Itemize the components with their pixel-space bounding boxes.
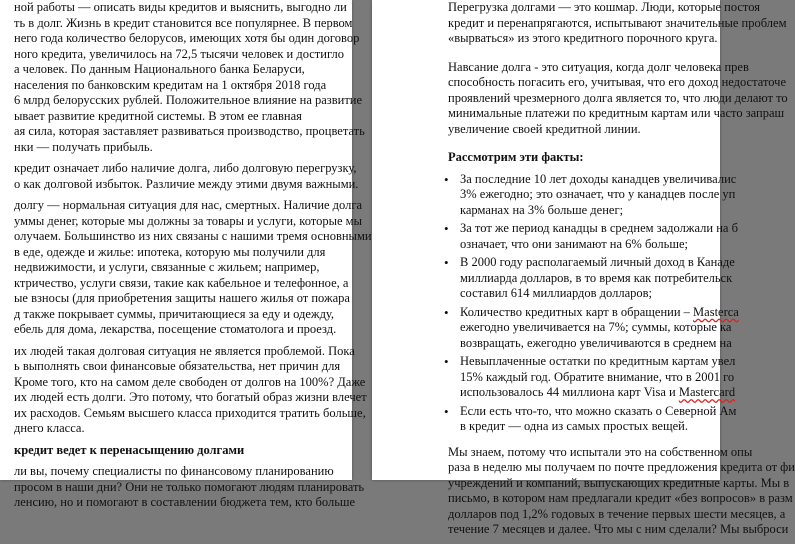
- list-item: [460, 221, 750, 252]
- facts-heading: [420, 150, 750, 166]
- list-item: [460, 404, 750, 435]
- text-line: ного кредита, увеличилось на 72,5 тысячи человек и достигло: [14, 46, 344, 61]
- text-line: увеличение своей кредитной линии.: [448, 121, 641, 136]
- spellcheck-mark: Masterca: [693, 304, 739, 319]
- paragraph-rich-people: [0, 343, 367, 437]
- text-line: их людей есть долги. Это потому, что богатый образ жизни влечет: [14, 390, 367, 404]
- text-line: уммы денег, которые мы должны за товары и услуги, которые мы: [14, 213, 362, 228]
- text-line: в еде, одежде и жилье: ипотека, которую мы получили для: [14, 244, 326, 259]
- right-page-text: [420, 0, 795, 544]
- text-line: в кредит — одна из самых простых вещей.: [460, 419, 688, 433]
- paragraph-intro: [0, 0, 365, 155]
- list-item: [460, 305, 750, 352]
- paragraph-credit-debt: [0, 161, 359, 192]
- text-line: олучаем. Большинство из них связаны с нашими тремя основными: [14, 229, 372, 243]
- left-document-page: [0, 0, 372, 509]
- text-line: «вырваться» из этого кредитного порочного круга.: [448, 31, 718, 45]
- text-line: • Невыплаченные остатки по кредитным картам увел: [460, 354, 736, 368]
- list-item: [460, 354, 750, 401]
- text-line: долгу — нормальная ситуация для нас, смертных. Наличие долга: [14, 198, 363, 212]
- paragraph-experience: [420, 444, 795, 538]
- text-line: составил 614 миллиардов долларов;: [460, 286, 653, 300]
- heading-text: Рассмотрим эти факты:: [448, 150, 584, 164]
- text-line: способность погасить его, учитывая, что его доход недостаточе: [448, 75, 787, 89]
- text-line: • В 2000 году располагаемый личный доход в Канаде: [460, 255, 735, 269]
- text-line: • Если есть что-то, что можно сказать о Северной Ам: [460, 403, 737, 418]
- text-line: раза в неделю мы получаем по почте предложения кредита от фи: [448, 460, 795, 474]
- text-line: миллиарда долларов, в то время как потребительск: [460, 270, 733, 285]
- text-line: использовалось 44 миллиона карт Visa и Mastercard: [460, 385, 736, 399]
- text-line: • Количество кредитных карт в обращении – Masterca: [460, 304, 739, 319]
- text-line: 15% каждый год. Обратите внимание, что в 2001 го: [460, 369, 735, 384]
- text-line: просом в наши дни? Они не только помогают людям планировать: [14, 479, 365, 494]
- text-line: ые взносы (для приобретения защиты нашего жилья от пожара: [14, 291, 350, 305]
- text-line: ть в долг. Жизнь в кредит становится все популярнее. В первом: [14, 15, 353, 30]
- text-line: ебель для дома, лекарства, посещение стоматолога и проезд.: [14, 322, 337, 336]
- text-line: проявлений чрезмерного долга является то, что люди делают то: [448, 90, 788, 105]
- text-line: Перегрузка долгами — это кошмар. Люди, которые постоя: [448, 0, 760, 14]
- heading-text: кредит ведет к перенасыщению долгами: [14, 442, 245, 457]
- text-line: Навсание долга - это ситуация, когда долг человека прев: [448, 59, 749, 74]
- text-line: ь выполнять свои финансовые обязательства, нет причин для: [14, 359, 341, 373]
- text-line: ной работы — описать виды кредитов и выяснить, выгодно ли: [14, 0, 347, 14]
- text-line: карманах на 3% больше денег;: [460, 202, 624, 217]
- list-item: [460, 255, 750, 302]
- text-line: днего класса.: [14, 421, 85, 435]
- text-line: ктричество, услуги связи, такие как кабельное и телефонное, а: [14, 275, 349, 290]
- text-line: 6 млрд белорусских рублей. Положительное влияние на развитие: [14, 93, 363, 107]
- text-line: него года количество белорусов, имеющих хотя бы один договор: [14, 31, 360, 45]
- text-line: населения по банковским кредитам на 1 октября 2018 года: [14, 77, 327, 92]
- paragraph-planners: [0, 464, 365, 511]
- text-line: ая сила, которая заставляет развиваться производство, процветать: [14, 124, 365, 138]
- text-line: а человек. По данным Национального банка Беларуси,: [14, 62, 305, 76]
- right-document-page: [372, 0, 795, 536]
- text-line: Кроме того, кто на самом деле свободен от долгов на 100%? Даже: [14, 374, 366, 389]
- text-line: означает, что они занимают на 6% больше;: [460, 236, 688, 251]
- text-line: • За последние 10 лет доходы канадцев увеличивалис: [460, 171, 737, 186]
- facts-list: [420, 172, 750, 435]
- text-line: письмо, в котором нам предлагали кредит «без вопросов» в разм: [448, 491, 793, 505]
- text-line: учреждений и компаний, выпускающих кредитные карты. Мы в: [448, 475, 790, 490]
- left-page-text: [0, 0, 372, 517]
- list-item: [460, 172, 750, 219]
- text-line: ли вы, почему специалисты по финансовому планированию: [14, 464, 334, 478]
- text-line: ывает развитие кредитной системы. В этом ее главная: [14, 108, 302, 123]
- section-heading-oversaturation: [0, 443, 329, 459]
- text-line: недвижимости, и услуги, связанные с жильем; например,: [14, 260, 320, 274]
- text-line: нки — получать прибыль.: [14, 139, 153, 154]
- text-line: • За тот же период канадцы в среднем задолжали на б: [460, 221, 738, 235]
- text-line: ежегодно увеличивается на 7%; суммы, которые ка: [460, 320, 732, 334]
- text-line: их людей такая долговая ситуация не является проблемой. Пока: [14, 343, 355, 358]
- text-line: долларов под 1,2% годовых в течение первых шести месяцев, а: [448, 506, 786, 521]
- paragraph-normal-debt: [0, 198, 372, 338]
- spellcheck-mark: Mastercard: [678, 385, 736, 399]
- paragraph-definition: [420, 59, 788, 138]
- text-line: 3% ежегодно; это означает, что у канадцев после уп: [460, 187, 736, 201]
- paragraph-overload: [420, 0, 787, 47]
- text-line: ленсию, но и помогают в составлении бюджета тем, кто больше: [14, 495, 356, 509]
- text-line: кредит и перенапрягаются, испытывают значительные проблем: [448, 15, 787, 30]
- text-line: д также покрывает суммы, причитающиеся за еду и одежду,: [14, 306, 335, 321]
- text-line: кредит означает либо наличие долга, либо долговую перегрузку,: [14, 161, 357, 175]
- text-line: о как долговой избыток. Различие между этими двумя важными.: [14, 176, 359, 191]
- text-line: минимальные платежи по кредитным картам или часто запраш: [448, 106, 785, 120]
- text-line: Мы знаем, потому что испытали это на собственном опы: [448, 444, 753, 459]
- text-line: течение 7 месяцев и далее. Что мы с ним сделали? Мы выброси: [448, 522, 789, 536]
- text-line: возвращать, ежегодно увеличиваются в среднем на: [460, 335, 732, 350]
- text-line: их расходов. Семьям высшего класса приходится тратить больше,: [14, 405, 366, 420]
